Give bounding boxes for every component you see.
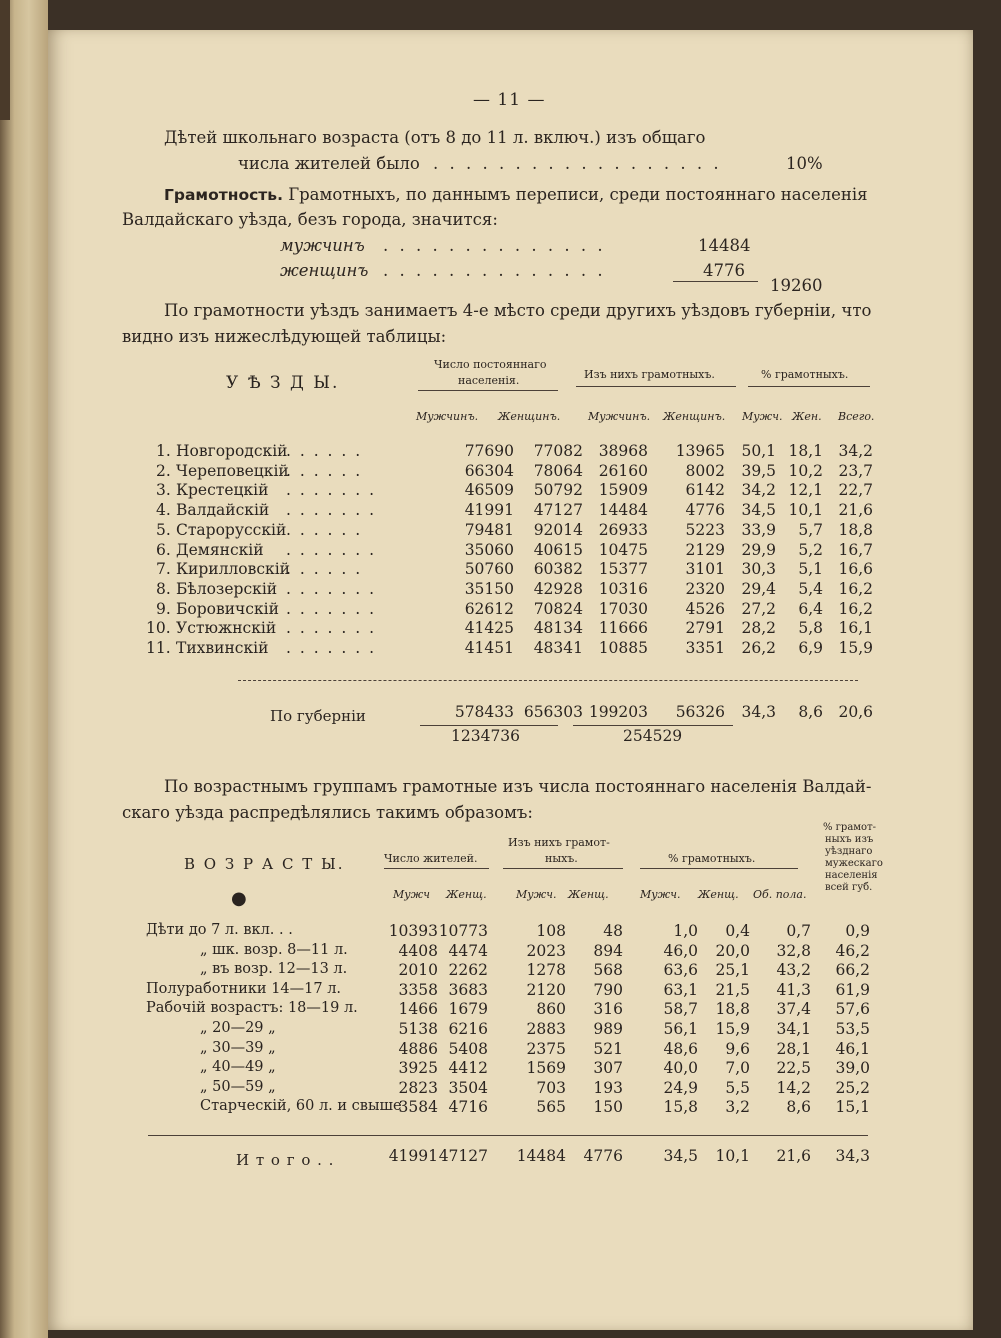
t2-cell: 2010 bbox=[398, 961, 438, 980]
t2-cell: 1569 bbox=[526, 1059, 566, 1078]
t1-row-dots: . . . . . . . bbox=[286, 599, 377, 618]
t1-cell: 66304 bbox=[464, 461, 514, 480]
t2-subheader: Женщ. bbox=[446, 888, 487, 901]
t2-total-cell: 14484 bbox=[516, 1147, 566, 1165]
t1-subheader: Женщинъ. bbox=[663, 410, 726, 423]
t1-total-cell: 199203 bbox=[588, 703, 648, 721]
t2-cell: 3584 bbox=[398, 1098, 438, 1117]
t1-cell: 46509 bbox=[464, 481, 514, 500]
intro-dots: . . . . . . . . . . . . . . . . . . bbox=[433, 154, 722, 173]
t2-subheader: Женщ. bbox=[698, 888, 739, 901]
literacy-total: 19260 bbox=[770, 276, 823, 295]
t1-cell: 35060 bbox=[464, 540, 514, 559]
t2-cell: 1278 bbox=[526, 961, 566, 980]
t2-row-label: Старческій, 60 л. и свыше bbox=[200, 1098, 402, 1115]
t1-cell: 77690 bbox=[464, 442, 514, 460]
t2-cell: 4716 bbox=[448, 1098, 488, 1117]
t1-row-number: 1. bbox=[156, 442, 171, 460]
t1-cell: 8002 bbox=[685, 461, 725, 480]
t2-cell: 7,0 bbox=[725, 1059, 750, 1078]
t1-subheader: Мужчинъ. bbox=[588, 410, 651, 423]
t1-total-label: По губерніи bbox=[270, 707, 366, 725]
t2-cell: 9,6 bbox=[725, 1039, 750, 1058]
t2-rule-g2 bbox=[503, 868, 623, 869]
t2-cell: 2823 bbox=[398, 1078, 438, 1097]
t2-cell: 34,1 bbox=[776, 1020, 811, 1038]
t1-cell: 30,3 bbox=[741, 560, 776, 579]
t1-cell: 26160 bbox=[598, 461, 648, 480]
t2-cell: 894 bbox=[593, 941, 623, 960]
t1-cell: 42928 bbox=[533, 579, 583, 598]
t2-cell: 39,0 bbox=[835, 1059, 870, 1078]
t2-cell: 108 bbox=[536, 922, 566, 940]
t1-subheader: Всего. bbox=[838, 410, 875, 423]
t2-cell: 37,4 bbox=[776, 1000, 811, 1019]
t2-total-cell: 41991 bbox=[388, 1147, 438, 1165]
t1-rule-g3 bbox=[748, 386, 870, 387]
t1-cell: 35150 bbox=[464, 579, 514, 598]
t1-row-dots: . . . . . . . bbox=[286, 619, 377, 638]
t1-cell: 26,2 bbox=[741, 639, 776, 657]
t2-cell: 46,0 bbox=[663, 941, 698, 960]
t1-cell: 21,6 bbox=[838, 501, 873, 520]
t2-row-label: Рабочій возрастъ: 18—19 л. bbox=[146, 1000, 358, 1017]
t2-cell: 15,9 bbox=[715, 1020, 750, 1038]
t1-total-cell: 34,3 bbox=[741, 703, 776, 721]
t1-row-name: Боровичскій bbox=[176, 599, 279, 618]
t2-cell: 63,1 bbox=[663, 980, 698, 999]
t1-row-dots: . . . . . . . bbox=[286, 540, 377, 559]
t2-cell: 4886 bbox=[398, 1039, 438, 1058]
t1-row-name: Кирилловскій bbox=[176, 560, 290, 579]
t2-group4-line: ныхъ изъ bbox=[825, 834, 874, 845]
t1-cell: 40615 bbox=[533, 540, 583, 559]
literacy-paragraph bbox=[164, 182, 868, 208]
t2-row-label: „ шк. возр. 8—11 л. bbox=[200, 941, 348, 958]
women-value: 4776 bbox=[703, 261, 745, 280]
literacy-text-2: Валдайскаго уѣзда, безъ города, значится: bbox=[122, 210, 498, 229]
t1-row-dots: . . . . . . . bbox=[286, 481, 377, 500]
t1-cell: 41425 bbox=[464, 619, 514, 638]
t2-row-label: „ 50—59 „ bbox=[200, 1078, 276, 1095]
t1-row-dots: . . . . . . . bbox=[286, 639, 377, 657]
t1-row-dots: . . . . . . bbox=[286, 442, 363, 460]
t2-cell: 860 bbox=[536, 1000, 566, 1019]
t1-cell: 15377 bbox=[598, 560, 648, 579]
t1-subheader: Мужчинъ. bbox=[416, 410, 479, 423]
t2-row-label: „ 30—39 „ bbox=[200, 1039, 276, 1056]
t2-cell: 57,6 bbox=[835, 1000, 870, 1019]
t2-cell: 0,7 bbox=[786, 922, 811, 940]
page-number: — 11 — bbox=[473, 90, 546, 110]
t1-cell: 26933 bbox=[598, 520, 648, 539]
t2-row-label: Дѣти до 7 л. вкл. . . bbox=[146, 922, 293, 938]
men-dots: . . . . . . . . . . . . . . bbox=[383, 236, 606, 255]
t1-row-name: Новгородскій bbox=[176, 442, 288, 460]
t1-row-name: Валдайскій bbox=[176, 501, 270, 520]
t2-group4-line: всей губ. bbox=[825, 882, 873, 893]
t1-cell: 13965 bbox=[675, 442, 725, 460]
t1-cell: 62612 bbox=[464, 599, 514, 618]
t1-cell: 50,1 bbox=[741, 442, 776, 460]
t2-row-label: Полуработники 14—17 л. bbox=[146, 980, 342, 997]
t1-cell: 2320 bbox=[685, 579, 725, 598]
t2-cell: 3,2 bbox=[725, 1098, 750, 1117]
t1-sum-pop: 1234736 bbox=[451, 727, 521, 745]
intro-value: 10% bbox=[786, 154, 823, 173]
t2-total-cell: 21,6 bbox=[776, 1147, 811, 1165]
t2-total-cell: 10,1 bbox=[715, 1147, 750, 1165]
t1-cell: 39,5 bbox=[741, 461, 776, 480]
t2-cell: 56,1 bbox=[663, 1020, 698, 1038]
t2-cell: 5138 bbox=[398, 1020, 438, 1038]
t1-cell: 18,1 bbox=[788, 442, 823, 460]
t1-cell: 47127 bbox=[533, 501, 583, 520]
t1-row-number: 2. bbox=[156, 461, 171, 480]
t1-cell: 22,7 bbox=[838, 481, 873, 500]
t2-cell: 24,9 bbox=[663, 1078, 698, 1097]
t2-cell: 10773 bbox=[438, 922, 488, 940]
t1-cell: 34,2 bbox=[741, 481, 776, 500]
t2-cell: 14,2 bbox=[776, 1078, 811, 1097]
t1-row-number: 3. bbox=[156, 481, 171, 500]
t2-cell: 15,1 bbox=[835, 1098, 870, 1117]
t2-total-label: И т о г о . . bbox=[236, 1151, 335, 1169]
age-intro-1: По возрастнымъ группамъ грамотные изъ числа постояннаго населенія Валдай- bbox=[164, 777, 872, 796]
sum-rule bbox=[673, 281, 758, 282]
t2-cell: 18,8 bbox=[715, 1000, 750, 1019]
t1-cell: 27,2 bbox=[741, 599, 776, 618]
book-page bbox=[48, 30, 973, 1330]
t2-cell: 0,4 bbox=[725, 922, 750, 940]
t1-cell: 29,9 bbox=[741, 540, 776, 559]
t1-cell: 2791 bbox=[685, 619, 725, 638]
t2-cell: 8,6 bbox=[786, 1098, 811, 1117]
t1-total-cell: 56326 bbox=[675, 703, 725, 721]
t1-rule-sum2 bbox=[573, 725, 733, 726]
t1-row-dots: . . . . . . . bbox=[286, 579, 377, 598]
t1-cell: 48134 bbox=[533, 619, 583, 638]
t1-row-name: Череповецкій bbox=[176, 461, 289, 480]
intro-line-1: Дѣтей школьнаго возраста (отъ 8 до 11 л. включ.) изъ общаго bbox=[164, 128, 706, 147]
t2-cell: 1679 bbox=[448, 1000, 488, 1019]
t1-row-number: 5. bbox=[156, 520, 171, 539]
t2-cell: 6216 bbox=[448, 1020, 488, 1038]
book-spine bbox=[0, 0, 48, 1338]
t1-cell: 70824 bbox=[533, 599, 583, 618]
t1-cell: 10316 bbox=[598, 579, 648, 598]
t1-row-number: 8. bbox=[156, 579, 171, 598]
t2-cell: 5,5 bbox=[725, 1078, 750, 1097]
t1-cell: 23,7 bbox=[838, 461, 873, 480]
t1-cell: 17030 bbox=[598, 599, 648, 618]
t1-cell: 92014 bbox=[533, 520, 583, 539]
t2-total-cell: 34,5 bbox=[663, 1147, 698, 1165]
t2-group4-line: уѣзднаго bbox=[825, 846, 873, 857]
t2-subheader: Мужч. bbox=[640, 888, 681, 901]
t2-group4-line: населенія bbox=[825, 870, 878, 881]
t1-cell: 77082 bbox=[533, 442, 583, 460]
t1-cell: 16,2 bbox=[838, 599, 873, 618]
t1-cell: 50760 bbox=[464, 560, 514, 579]
t2-cell: 2023 bbox=[526, 941, 566, 960]
t2-total-cell: 4776 bbox=[583, 1147, 623, 1165]
t2-cell: 1466 bbox=[398, 1000, 438, 1019]
t2-cell: 521 bbox=[593, 1039, 623, 1058]
t1-row-number: 4. bbox=[156, 501, 171, 520]
t1-row-name: Крестецкій bbox=[176, 481, 269, 500]
t1-group2: Изъ нихъ грамотныхъ. bbox=[584, 368, 715, 381]
t2-cell: 316 bbox=[593, 1000, 623, 1019]
t1-cell: 50792 bbox=[533, 481, 583, 500]
bullet-mark: ● bbox=[231, 888, 247, 909]
rank-line-2: видно изъ нижеслѣдующей таблицы: bbox=[122, 327, 447, 346]
t1-row-name: Устюжнскій bbox=[176, 619, 277, 638]
t1-cell: 38968 bbox=[598, 442, 648, 460]
t2-total-cell: 34,3 bbox=[835, 1147, 870, 1165]
t2-cell: 2375 bbox=[526, 1039, 566, 1058]
t1-cell: 4526 bbox=[685, 599, 725, 618]
intro-line-2: числа жителей было bbox=[238, 154, 420, 173]
t2-cell: 4412 bbox=[448, 1059, 488, 1078]
t2-cell: 2883 bbox=[526, 1020, 566, 1038]
t2-row-label: „ въ возр. 12—13 л. bbox=[200, 961, 348, 978]
t1-cell: 10,2 bbox=[788, 461, 823, 480]
t2-cell: 3925 bbox=[398, 1059, 438, 1078]
t1-subheader: Мужч. bbox=[742, 410, 783, 423]
t2-cell: 3504 bbox=[448, 1078, 488, 1097]
t2-row-label: „ 40—49 „ bbox=[200, 1059, 276, 1076]
t1-cell: 5,7 bbox=[798, 520, 823, 539]
t2-cell: 48 bbox=[603, 922, 623, 940]
t2-cell: 22,5 bbox=[776, 1059, 811, 1078]
t1-group1-line1: Число постояннаго bbox=[434, 358, 547, 371]
t1-cell: 5,4 bbox=[798, 579, 823, 598]
t1-row-number: 7. bbox=[156, 560, 171, 579]
t2-cell: 193 bbox=[593, 1078, 623, 1097]
t2-cell: 4474 bbox=[448, 941, 488, 960]
t1-rule-g1 bbox=[418, 390, 558, 391]
t2-cell: 307 bbox=[593, 1059, 623, 1078]
t1-cell: 41451 bbox=[464, 639, 514, 657]
t2-subheader: Об. пола. bbox=[753, 888, 807, 901]
t2-row-label: „ 20—29 „ bbox=[200, 1020, 276, 1036]
t1-cell: 16,1 bbox=[838, 619, 873, 638]
t2-rule-bottom bbox=[148, 1135, 868, 1136]
t1-cell: 5223 bbox=[685, 520, 725, 539]
t2-group4-line: мужескаго bbox=[825, 858, 883, 869]
t1-row-name: Старорусскій bbox=[176, 520, 287, 539]
t1-row-dots: . . . . . . bbox=[286, 560, 363, 579]
t1-cell: 5,2 bbox=[798, 540, 823, 559]
t1-cell: 6,9 bbox=[798, 639, 823, 657]
t2-cell: 5408 bbox=[448, 1039, 488, 1058]
t1-total-cell: 656303 bbox=[523, 703, 583, 721]
t1-cell: 12,1 bbox=[788, 481, 823, 500]
men-value: 14484 bbox=[698, 236, 751, 255]
t1-cell: 34,2 bbox=[838, 442, 873, 460]
t1-rule-sum1 bbox=[420, 725, 558, 726]
t1-cell: 33,9 bbox=[741, 520, 776, 539]
t2-group3: % грамотныхъ. bbox=[668, 852, 756, 865]
t2-cell: 63,6 bbox=[663, 961, 698, 980]
t2-cell: 40,0 bbox=[663, 1059, 698, 1078]
t2-subheader: Мужч bbox=[393, 888, 430, 901]
t1-cell: 15,9 bbox=[838, 639, 873, 657]
t2-col-head: В О З Р А С Т Ы. bbox=[184, 855, 345, 873]
t1-subheader: Женщинъ. bbox=[498, 410, 561, 423]
t1-total-cell: 20,6 bbox=[838, 703, 873, 721]
age-intro-2: скаго уѣзда распредѣлялись такимъ образомъ: bbox=[122, 803, 533, 822]
t1-cell: 78064 bbox=[533, 461, 583, 480]
t1-cell: 2129 bbox=[685, 540, 725, 559]
t2-rule-g3 bbox=[640, 868, 798, 869]
t1-row-name: Демянскій bbox=[176, 540, 264, 559]
women-label: женщинъ bbox=[280, 261, 369, 280]
women-dots: . . . . . . . . . . . . . . bbox=[383, 261, 606, 280]
t1-cell: 4776 bbox=[685, 501, 725, 520]
t2-cell: 3683 bbox=[448, 980, 488, 999]
literacy-heading: Грамотность. bbox=[164, 186, 283, 204]
t2-cell: 15,8 bbox=[663, 1098, 698, 1117]
t1-row-number: 9. bbox=[156, 599, 171, 618]
t1-cell: 28,2 bbox=[741, 619, 776, 638]
t1-cell: 16,7 bbox=[838, 540, 873, 559]
t1-total-cell: 8,6 bbox=[798, 703, 823, 721]
t2-cell: 46,1 bbox=[835, 1039, 870, 1058]
t1-cell: 14484 bbox=[598, 501, 648, 520]
t2-cell: 43,2 bbox=[776, 961, 811, 980]
t2-subheader: Мужч. bbox=[516, 888, 557, 901]
t2-group4-line: % грамот- bbox=[823, 822, 876, 833]
t2-cell: 66,2 bbox=[835, 961, 870, 980]
t2-cell: 41,3 bbox=[776, 980, 811, 999]
t2-cell: 58,7 bbox=[663, 1000, 698, 1019]
t2-rule-g1 bbox=[384, 868, 489, 869]
t1-row-dots: . . . . . . bbox=[286, 461, 363, 480]
t1-total-cell: 578433 bbox=[454, 703, 514, 721]
men-label: мужчинъ bbox=[280, 236, 365, 255]
t1-cell: 3101 bbox=[685, 560, 725, 579]
t1-cell: 5,8 bbox=[798, 619, 823, 638]
t2-cell: 1,0 bbox=[673, 922, 698, 940]
t1-subheader: Жен. bbox=[792, 410, 822, 423]
t1-cell: 18,8 bbox=[838, 520, 873, 539]
t2-cell: 61,9 bbox=[835, 980, 870, 999]
t1-row-name: Тихвинскій bbox=[176, 639, 269, 657]
binding-edge bbox=[0, 0, 10, 120]
t1-cell: 3351 bbox=[685, 639, 725, 657]
t2-cell: 46,2 bbox=[835, 941, 870, 960]
t1-row-dots: . . . . . . bbox=[286, 520, 363, 539]
t2-cell: 25,1 bbox=[715, 961, 750, 980]
t1-cell: 15909 bbox=[598, 481, 648, 500]
t2-cell: 0,9 bbox=[845, 922, 870, 940]
t2-cell: 703 bbox=[536, 1078, 566, 1097]
t2-cell: 2120 bbox=[526, 980, 566, 999]
t2-group1: Число жителей. bbox=[384, 852, 478, 865]
t1-cell: 48341 bbox=[533, 639, 583, 657]
t1-rule-bottom bbox=[238, 680, 858, 681]
t2-cell: 3358 bbox=[398, 980, 438, 999]
t1-cell: 5,1 bbox=[798, 560, 823, 579]
t1-cell: 10,1 bbox=[788, 501, 823, 520]
t2-cell: 20,0 bbox=[715, 941, 750, 960]
literacy-text-1: Грамотныхъ, по даннымъ переписи, среди постояннаго населенія bbox=[282, 185, 868, 204]
t1-cell: 6142 bbox=[685, 481, 725, 500]
t1-row-name: Бѣлозерскій bbox=[176, 579, 278, 598]
t2-cell: 989 bbox=[593, 1020, 623, 1038]
t1-col-head: У Ѣ З Д Ы. bbox=[226, 373, 340, 393]
t1-cell: 6,4 bbox=[798, 599, 823, 618]
t2-cell: 2262 bbox=[448, 961, 488, 980]
t2-cell: 48,6 bbox=[663, 1039, 698, 1058]
t2-cell: 790 bbox=[593, 980, 623, 999]
t1-cell: 34,5 bbox=[741, 501, 776, 520]
t1-cell: 60382 bbox=[533, 560, 583, 579]
rank-line-1: По грамотности уѣздъ занимаетъ 4-е мѣсто среди другихъ уѣздовъ губерніи, что bbox=[164, 301, 872, 320]
t1-cell: 79481 bbox=[464, 520, 514, 539]
t2-cell: 150 bbox=[593, 1098, 623, 1117]
t1-row-number: 11. bbox=[146, 639, 171, 657]
t2-total-cell: 47127 bbox=[438, 1147, 488, 1165]
t1-cell: 16,6 bbox=[838, 560, 873, 579]
t1-cell: 41991 bbox=[464, 501, 514, 520]
t1-group1-line2: населенія. bbox=[458, 374, 520, 387]
t1-row-number: 6. bbox=[156, 540, 171, 559]
t2-cell: 4408 bbox=[398, 941, 438, 960]
t1-cell: 29,4 bbox=[741, 579, 776, 598]
t1-row-number: 10. bbox=[146, 619, 171, 638]
t2-cell: 53,5 bbox=[835, 1020, 870, 1038]
t2-cell: 28,1 bbox=[776, 1039, 811, 1058]
t2-cell: 10393 bbox=[388, 922, 438, 940]
t1-row-dots: . . . . . . . bbox=[286, 501, 377, 520]
t2-cell: 32,8 bbox=[776, 941, 811, 960]
t2-cell: 21,5 bbox=[715, 980, 750, 999]
t2-subheader: Женщ. bbox=[568, 888, 609, 901]
t1-rule-g2 bbox=[576, 386, 736, 387]
t1-cell: 16,2 bbox=[838, 579, 873, 598]
t1-sum-lit: 254529 bbox=[623, 727, 683, 745]
t2-cell: 565 bbox=[536, 1098, 566, 1117]
t2-cell: 25,2 bbox=[835, 1078, 870, 1097]
t1-cell: 10475 bbox=[598, 540, 648, 559]
t1-cell: 10885 bbox=[598, 639, 648, 657]
t1-group3: % грамотныхъ. bbox=[761, 368, 849, 381]
t1-cell: 11666 bbox=[598, 619, 648, 638]
t2-group2-line2: ныхъ. bbox=[545, 852, 578, 865]
t2-group2-line1: Изъ нихъ грамот- bbox=[508, 836, 610, 849]
t2-cell: 568 bbox=[593, 961, 623, 980]
